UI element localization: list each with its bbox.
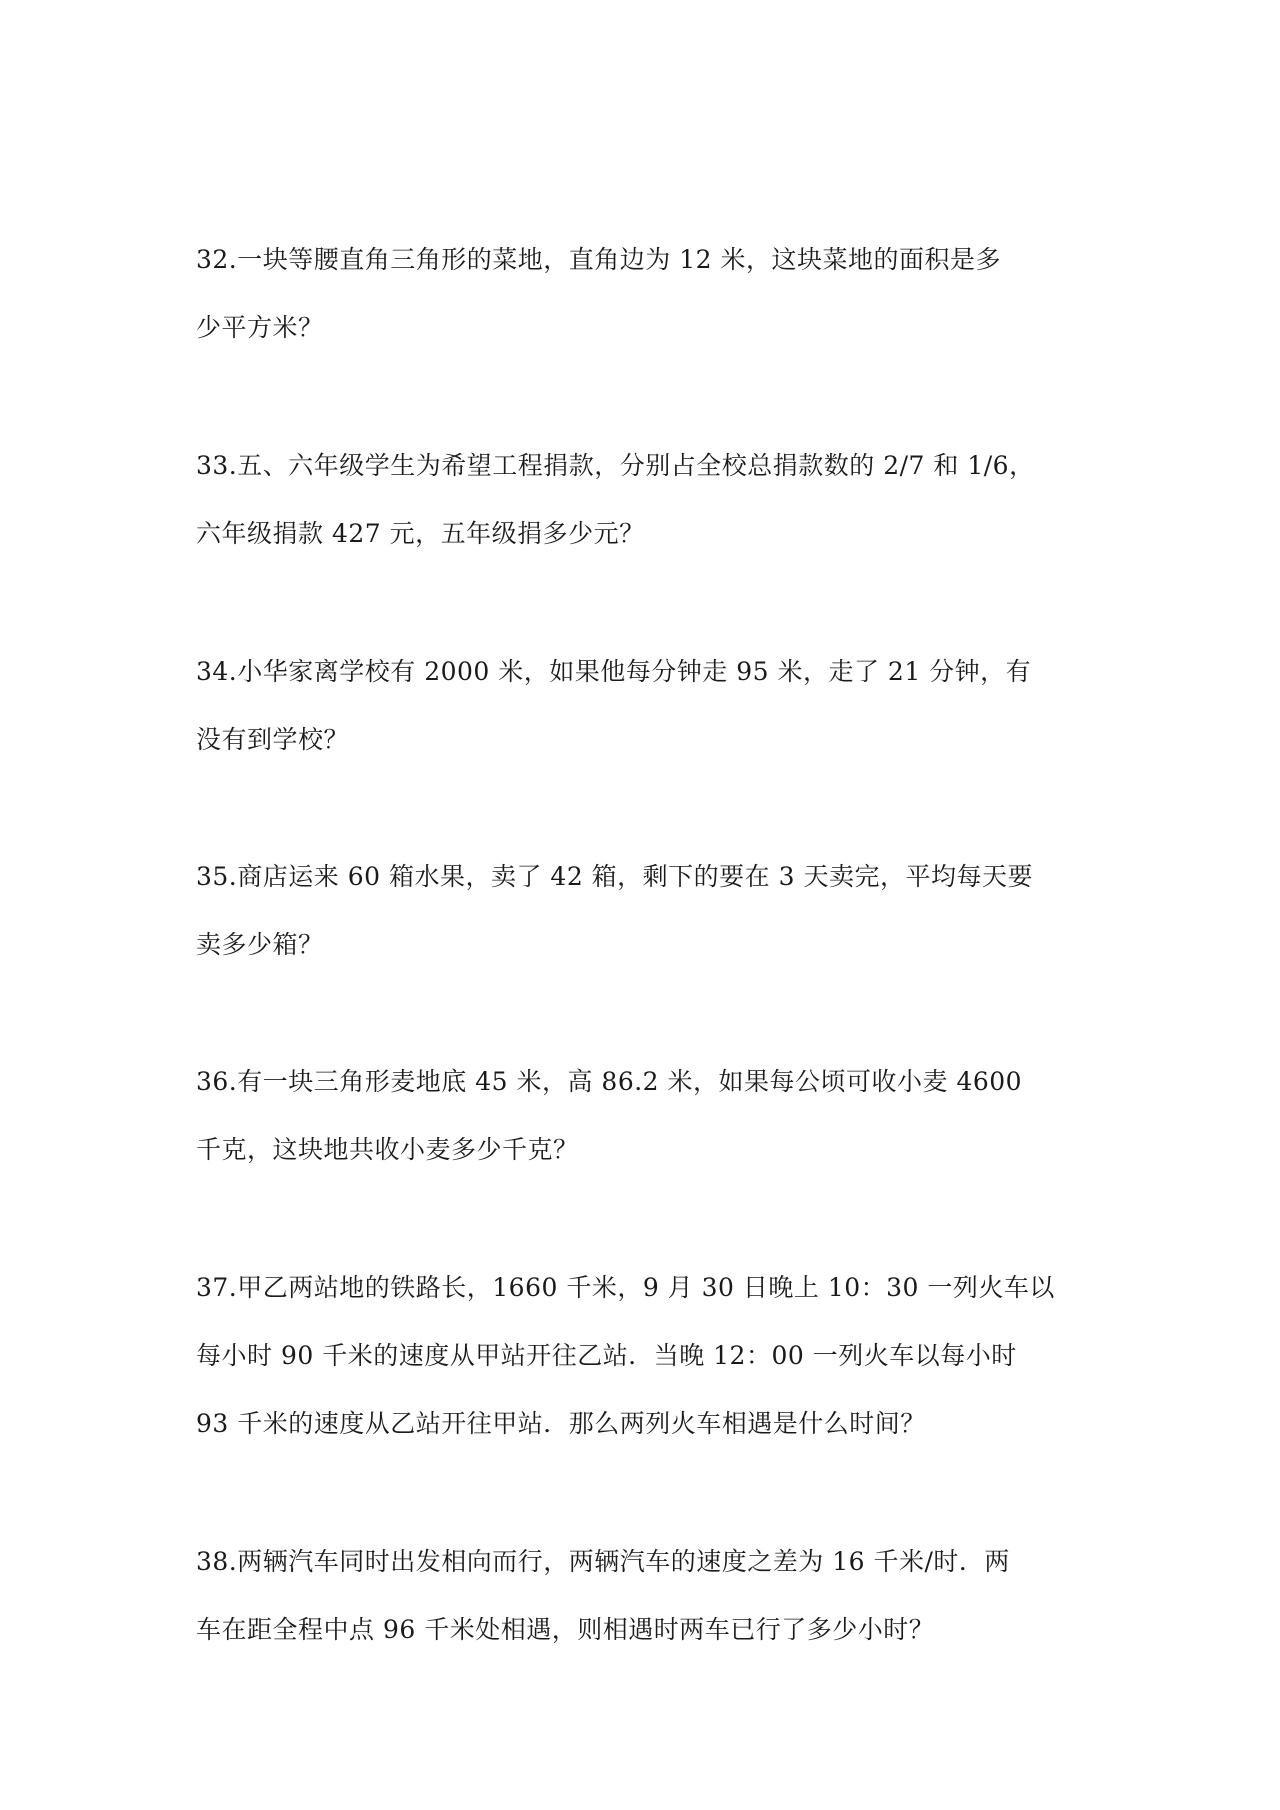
problem-line: 每小时 90 千米的速度从甲站开往乙站．当晚 12：00 一列火车以每小时 [196,1341,1017,1370]
problem-36 [196,1048,1096,1184]
problem-38 [196,1528,1096,1664]
problem-34 [196,638,1096,774]
problem-line: 33.五、六年级学生为希望工程捐款，分别占全校总捐款数的 2/7 和 1/6， [196,451,1035,480]
problem-line: 34.小华家离学校有 2000 米，如果他每分钟走 95 米，走了 21 分钟，有 [196,657,1032,686]
problem-line: 36.有一块三角形麦地底 45 米，高 86.2 米，如果每公顷可收小麦 4600 [196,1067,1023,1096]
problem-line: 六年级捐款 427 元，五年级捐多少元？ [196,519,645,548]
problem-line: 38.两辆汽车同时出发相向而行，两辆汽车的速度之差为 16 千米/时．两 [196,1547,1010,1576]
problem-line: 千克，这块地共收小麦多少千克？ [196,1135,579,1164]
problem-line: 车在距全程中点 96 千米处相遇，则相遇时两车已行了多少小时？ [196,1615,935,1644]
problem-line: 32.一块等腰直角三角形的菜地，直角边为 12 米，这块菜地的面积是多 [196,245,1001,274]
problem-line: 没有到学校？ [196,725,350,754]
problem-35 [196,843,1096,979]
problem-line: 37.甲乙两站地的铁路长，1660 千米，9 月 30 日晚上 10：30 一列火车以 [196,1273,1055,1302]
problem-32 [196,226,1096,362]
problem-line: 卖多少箱？ [196,930,324,959]
problem-33 [196,432,1096,568]
problem-37 [196,1254,1096,1458]
problem-line: 少平方米？ [196,313,324,342]
problem-line: 35.商店运来 60 箱水果，卖了 42 箱，剩下的要在 3 天卖完，平均每天要 [196,862,1033,891]
problem-line: 93 千米的速度从乙站开往甲站．那么两列火车相遇是什么时间？ [196,1409,926,1438]
